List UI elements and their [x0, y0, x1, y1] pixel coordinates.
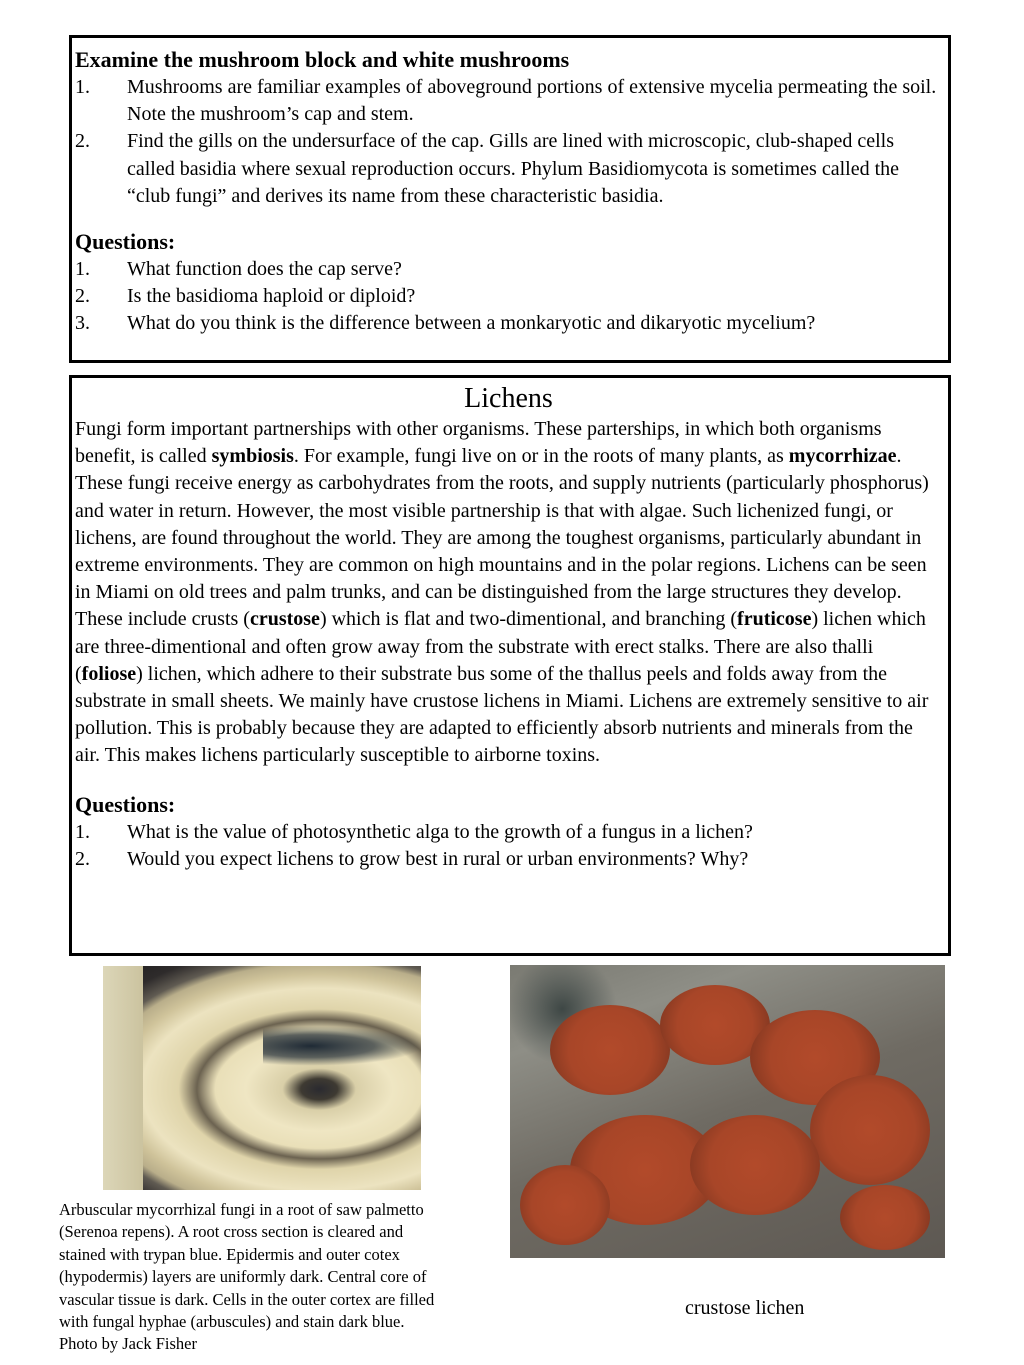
caption-line: vascular tissue is dark. Cells in the outer cortex are filled	[59, 1289, 435, 1309]
list-item	[75, 846, 942, 873]
caption-line: (hypodermis) layers are uniformly dark. Central core of	[59, 1267, 427, 1287]
caption-line: with fungal hyphae (arbuscules) and stain dark blue.	[59, 1312, 405, 1332]
text-run: ) lichen, which adhere to their substrate bus some of the thallus peels and folds away from the substrate in small sheets. We mainly have crustose lichens in Miami. Lichens are extremely sensitive to air pollution. This is probably because they are adapted to efficiently absorb nutrients and minerals from the air. This makes lichens particularly susceptible to airborne toxins.	[75, 662, 929, 767]
item-number: 2.	[75, 130, 90, 153]
item-number: 1.	[75, 76, 90, 98]
mushroom-instructions	[75, 74, 942, 210]
mushroom-heading: Examine the mushroom block and white mushrooms	[75, 47, 570, 72]
item-text: Is the basidioma haploid or diploid?	[127, 285, 416, 308]
list-item	[75, 310, 942, 337]
term-mycorrhizae: mycorrhizae	[788, 445, 897, 468]
text-run: Fungi form important partnerships with other organisms. These parterships, in which both organisms benefit, is called	[75, 418, 882, 468]
text-run: ) lichen which are three-dimentional and often grow away from the substrate with erect stalks. There are also thalli (	[75, 608, 926, 685]
item-number: 1.	[75, 820, 90, 843]
item-number: 1.	[75, 258, 90, 281]
term-fruticose: fruticose	[737, 608, 812, 631]
text-run: ) which is flat and two-dimentional, and branching (	[319, 608, 738, 631]
crustose-lichen-photo	[510, 965, 945, 1258]
item-text: Find the gills on the undersurface of the cap. Gills are lined with microscopic, club-shaped cells called basidia where sexual reproduction occurs. Phylum Basidiomycota is sometimes called the “club fungi” and derives its name from these characteristic basidia.	[127, 130, 900, 207]
term-crustose: crustose	[249, 608, 320, 631]
mushroom-section	[69, 35, 951, 363]
text-run: . These fungi receive energy as carbohydrates from the roots, and supply nutrients (particularly phosphorus) and water in return. However, the most visible partnership is that with algae. Such lichenized fungi, or lichens, are found throughout the world. They are among the toughest organisms, particularly abundant in extreme environments. They are common on high mountains and in the polar regions. Lichens can be seen in Miami on old trees and palm trunks, and can be distinguished from the large structures they develop. These include crusts (	[75, 445, 929, 631]
caption-line: Arbuscular mycorrhizal fungi in a root of saw palmetto	[59, 1200, 424, 1219]
item-text: Mushrooms are familiar examples of aboveground portions of extensive mycelia permeating the soil. Note the mushroom’s cap and stem.	[127, 76, 937, 126]
mycorrhizal-root-photo	[103, 966, 421, 1190]
item-text: What do you think is the difference between a monkaryotic and dikaryotic mycelium?	[127, 312, 816, 335]
lichens-section	[69, 375, 951, 956]
mycorrhizal-caption	[59, 1199, 434, 1356]
item-number: 2.	[75, 847, 90, 870]
item-text: Would you expect lichens to grow best in rural or urban environments? Why?	[127, 847, 749, 870]
list-item	[75, 256, 942, 283]
list-item	[75, 819, 942, 846]
lichens-title: Lichens	[464, 383, 553, 414]
lichens-questions	[75, 819, 942, 873]
caption-line: Photo by Jack Fisher	[59, 1334, 197, 1354]
caption-line: stained with trypan blue. Epidermis and outer cotex	[59, 1244, 400, 1264]
item-number: 3.	[75, 312, 90, 335]
mushroom-questions	[75, 256, 942, 338]
text-run: . For example, fungi live on or in the roots of many plants, as	[293, 445, 789, 468]
lichens-paragraph	[75, 416, 942, 770]
caption-line: (Serenoa repens). A root cross section is cleared and	[59, 1222, 404, 1242]
term-symbiosis: symbiosis	[211, 445, 294, 468]
lichen-caption: crustose lichen	[685, 1297, 805, 1319]
list-item	[75, 128, 942, 210]
lichens-questions-heading: Questions:	[75, 791, 176, 817]
item-text: What is the value of photosynthetic alga to the growth of a fungus in a lichen?	[127, 820, 753, 843]
list-item	[75, 74, 942, 128]
mushroom-questions-heading: Questions:	[75, 229, 176, 255]
item-text: What function does the cap serve?	[127, 258, 402, 281]
list-item	[75, 283, 942, 310]
term-foliose: foliose	[81, 662, 137, 685]
item-number: 2.	[75, 285, 90, 308]
